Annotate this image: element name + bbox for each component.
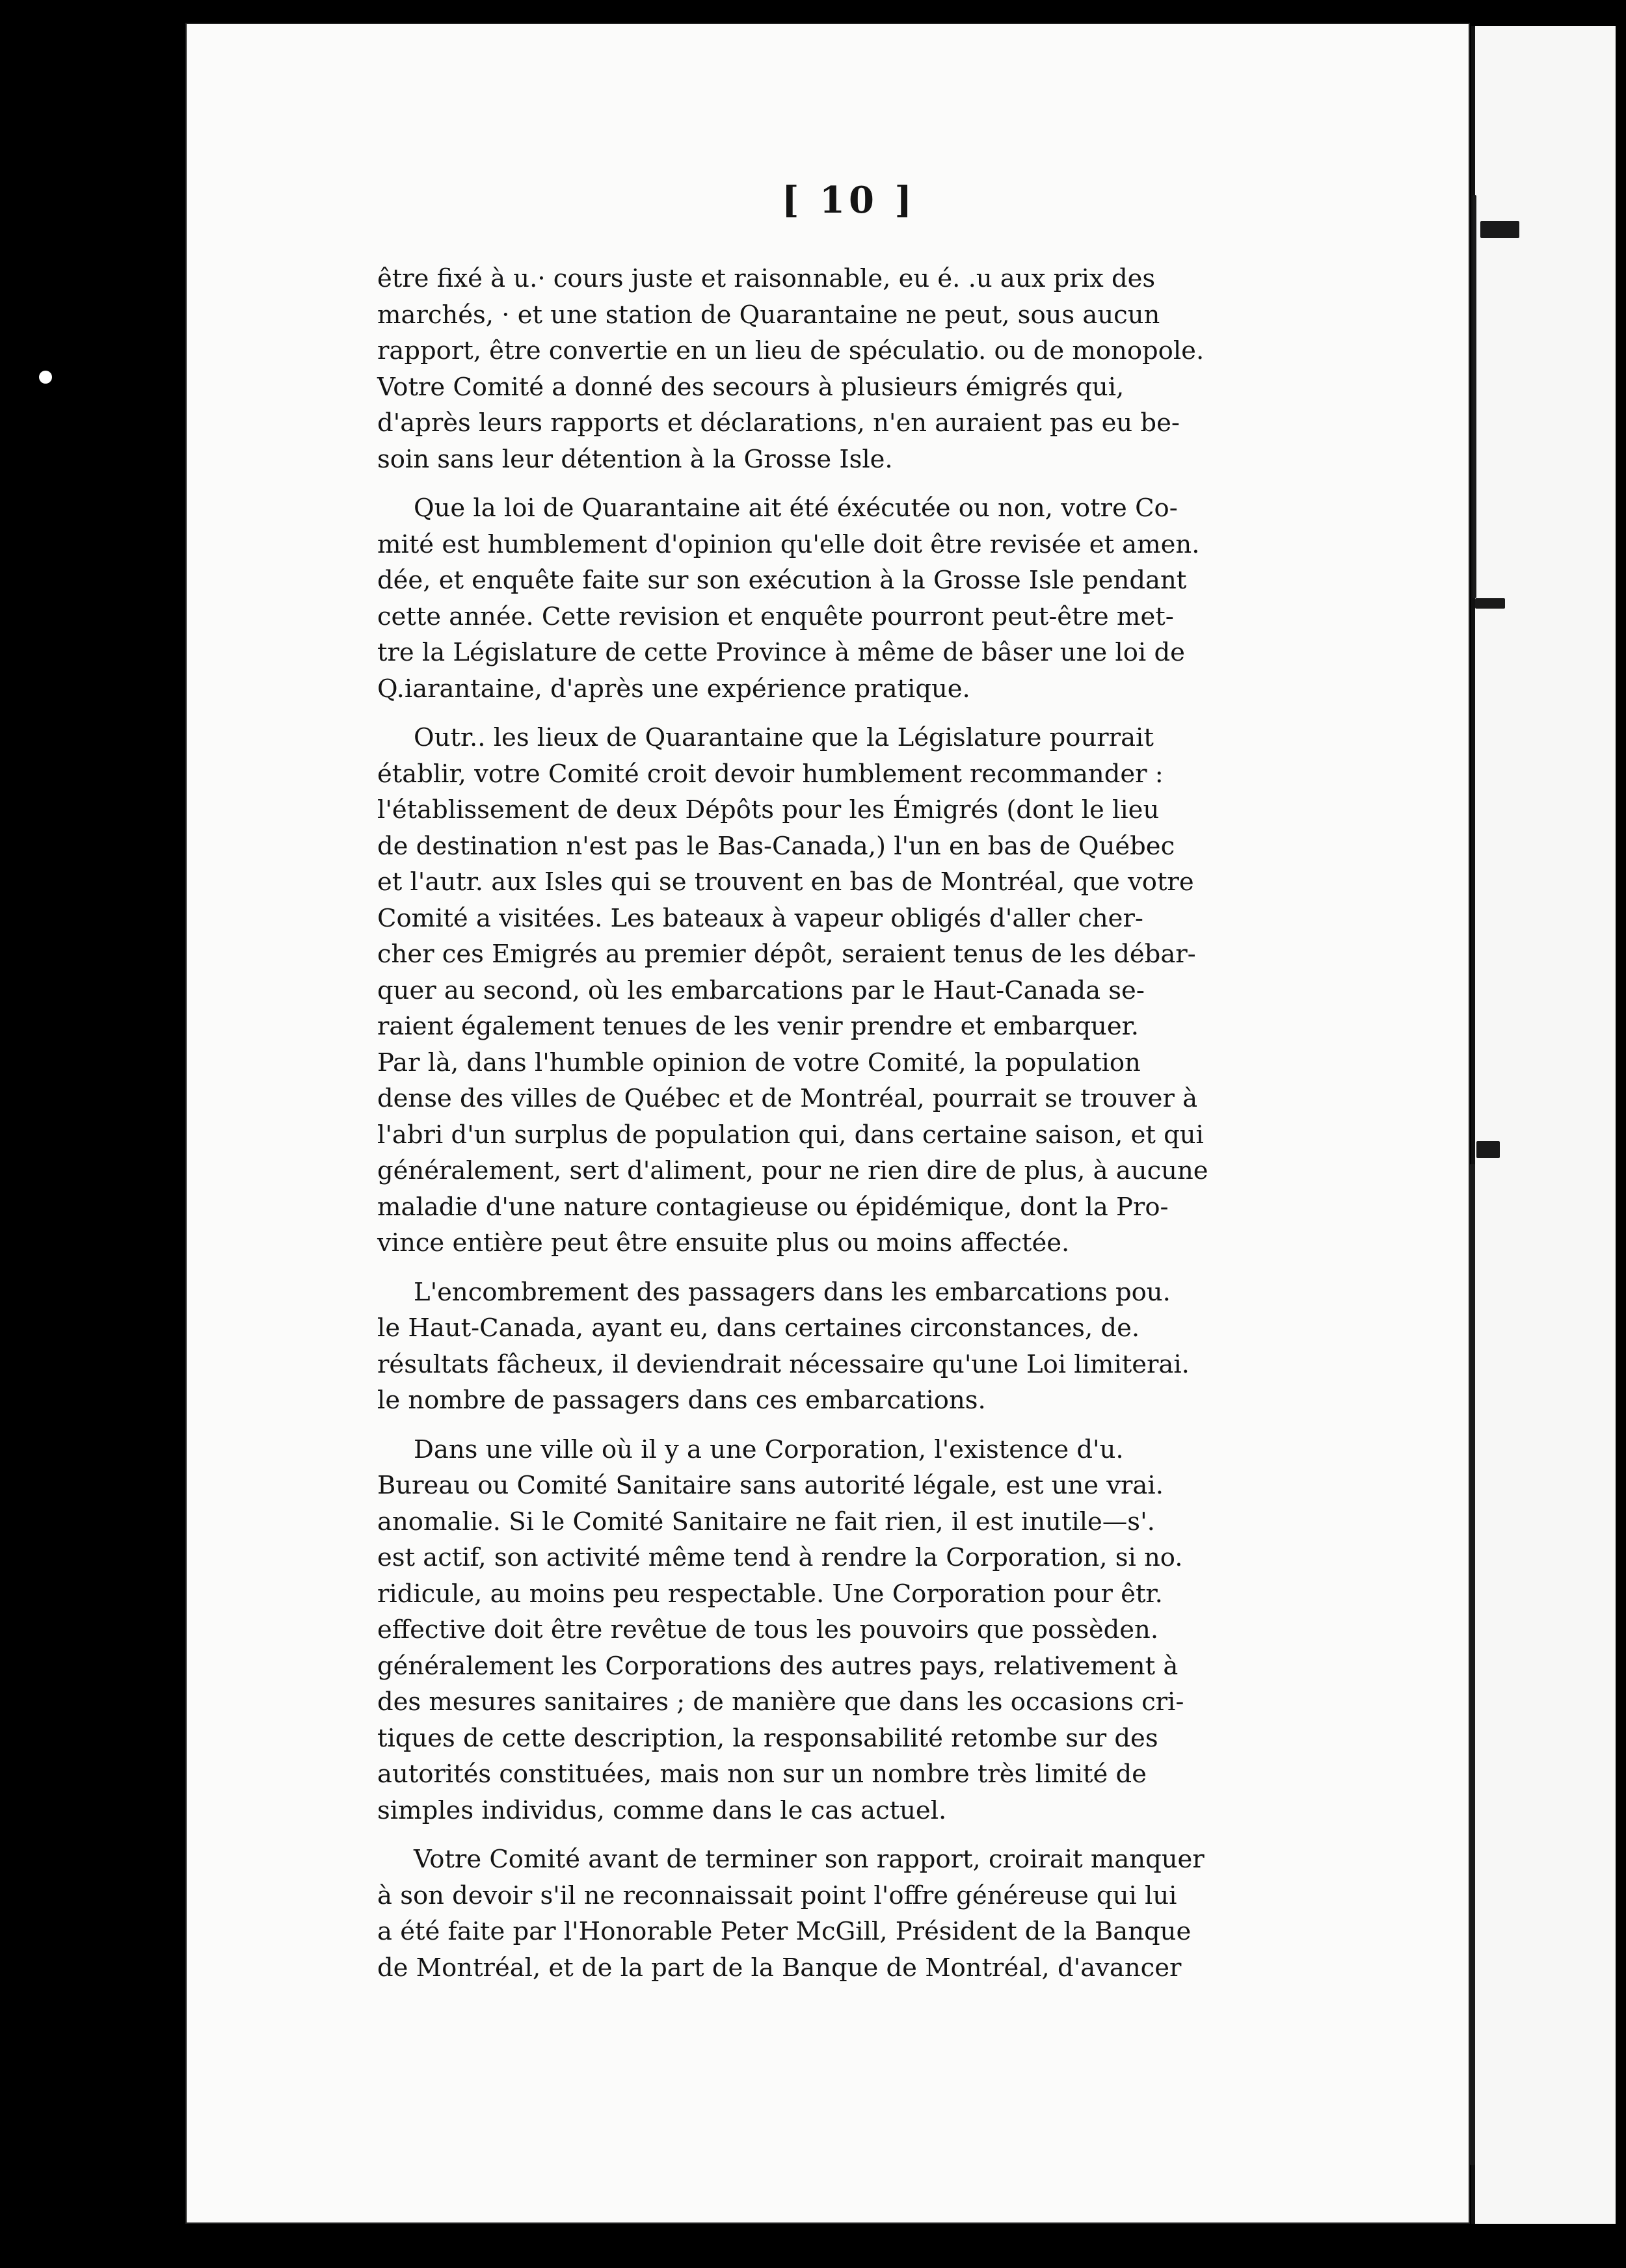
fold-mark [1476,1141,1500,1158]
adjacent-page-edge [1471,26,1616,2224]
paragraph-list [377,261,1333,1986]
text-line: effective doit être revêtue de tous les pouvoirs que possèden. [377,1615,1159,1644]
text-line: rapport, être convertie en un lieu de spéculatio. ou de monopole. [377,336,1205,365]
paragraph [377,1432,1333,1829]
text-line: maladie d'une nature contagieuse ou épidémique, dont la Pro- [377,1192,1169,1222]
paragraph [377,1841,1333,1986]
text-line: résultats fâcheux, il deviendrait nécessaire qu'une Loi limiterai. [377,1349,1190,1379]
text-line: le Haut-Canada, ayant eu, dans certaines circonstances, de. [377,1313,1140,1343]
text-line: cette année. Cette revision et enquête pourront peut-être met- [377,601,1174,631]
text-line: cher ces Emigrés au premier dépôt, seraient tenus de les débar- [377,940,1196,969]
text-line: mité est humblement d'opinion qu'elle doit être revisée et amen. [377,529,1200,559]
text-line: Par là, dans l'humble opinion de votre Comité, la population [377,1048,1141,1077]
fold-mark [1480,221,1519,238]
text-line: anomalie. Si le Comité Sanitaire ne fait rien, il est inutile—s'. [377,1507,1155,1536]
paragraph [377,261,1333,477]
text-line: soin sans leur détention à la Grosse Isle. [377,444,893,474]
text-line: tiques de cette description, la responsabilité retombe sur des [377,1723,1158,1753]
text-line: Votre Comité avant de terminer son rapport, croirait manquer [414,1845,1205,1874]
paragraph [377,720,1333,1261]
paragraph [377,490,1333,707]
text-line: quer au second, où les embarcations par le Haut-Canada se- [377,975,1145,1005]
page-number: [ 10 ] [782,179,916,222]
text-line: Que la loi de Quarantaine ait été éxécutée ou non, votre Co- [414,494,1178,523]
text-line: Outr.. les lieux de Quarantaine que la Législature pourrait [414,723,1154,752]
text-line: de destination n'est pas le Bas-Canada,) l'un en bas de Québec [377,831,1175,861]
text-line: Q.iarantaine, d'après une expérience pratique. [377,674,970,704]
text-line: l'abri d'un surplus de population qui, dans certaine saison, et qui [377,1120,1204,1150]
text-line: tre la Législature de cette Province à même de bâser une loi de [377,638,1185,667]
text-line: Comité a visitées. Les bateaux à vapeur obligés d'aller cher- [377,903,1143,933]
document-text [377,179,1333,1986]
fold-mark [1470,1164,1475,2165]
text-line: ridicule, au moins peu respectable. Une Corporation pour êtr. [377,1579,1163,1609]
text-line: de Montréal, et de la part de la Banque de Montréal, d'avancer [377,1953,1182,1983]
text-line: être fixé à u.· cours juste et raisonnable, eu é. .u aux prix des [377,264,1156,293]
text-line: L'encombrement des passagers dans les embarcations pou. [414,1277,1171,1307]
text-line: et l'autr. aux Isles qui se trouvent en bas de Montréal, que votre [377,867,1194,897]
fold-mark [1473,195,1476,598]
text-line: le nombre de passagers dans ces embarcations. [377,1386,986,1415]
paragraph [377,1274,1333,1419]
text-line: établir, votre Comité croit devoir humblement recommander : [377,759,1164,789]
text-line: raient également tenues de les venir prendre et embarquer. [377,1012,1140,1041]
text-line: Bureau ou Comité Sanitaire sans autorité légale, est une vrai. [377,1471,1164,1500]
text-line: est actif, son activité même tend à rendre la Corporation, si no. [377,1543,1183,1572]
text-line: Votre Comité a donné des secours à plusieurs émigrés qui, [377,372,1125,402]
text-line: des mesures sanitaires ; de manière que dans les occasions cri- [377,1687,1184,1717]
text-line: à son devoir s'il ne reconnaissait point l'offre généreuse qui lui [377,1880,1177,1910]
text-line: l'établissement de deux Dépôts pour les Émigrés (dont le lieu [377,795,1160,824]
text-line: d'après leurs rapports et déclarations, n'en auraient pas eu be- [377,408,1180,438]
fold-mark [1475,598,1505,609]
text-line: vince entière peut être ensuite plus ou moins affectée. [377,1228,1070,1258]
text-line: dense des villes de Québec et de Montréal, pourrait se trouver à [377,1084,1198,1113]
text-line: généralement, sert d'aliment, pour ne rien dire de plus, à aucune [377,1156,1208,1185]
scan-speck [39,371,52,384]
text-line: simples individus, comme dans le cas actuel. [377,1795,947,1825]
text-line: autorités constituées, mais non sur un nombre très limité de [377,1760,1147,1789]
text-line: dée, et enquête faite sur son exécution à la Grosse Isle pendant [377,566,1187,595]
text-line: a été faite par l'Honorable Peter McGill, Président de la Banque [377,1917,1192,1946]
text-line: généralement les Corporations des autres pays, relativement à [377,1651,1179,1681]
text-line: Dans une ville où il y a une Corporation, l'existence d'u. [414,1434,1124,1464]
text-line: marchés, · et une station de Quarantaine ne peut, sous aucun [377,300,1160,330]
